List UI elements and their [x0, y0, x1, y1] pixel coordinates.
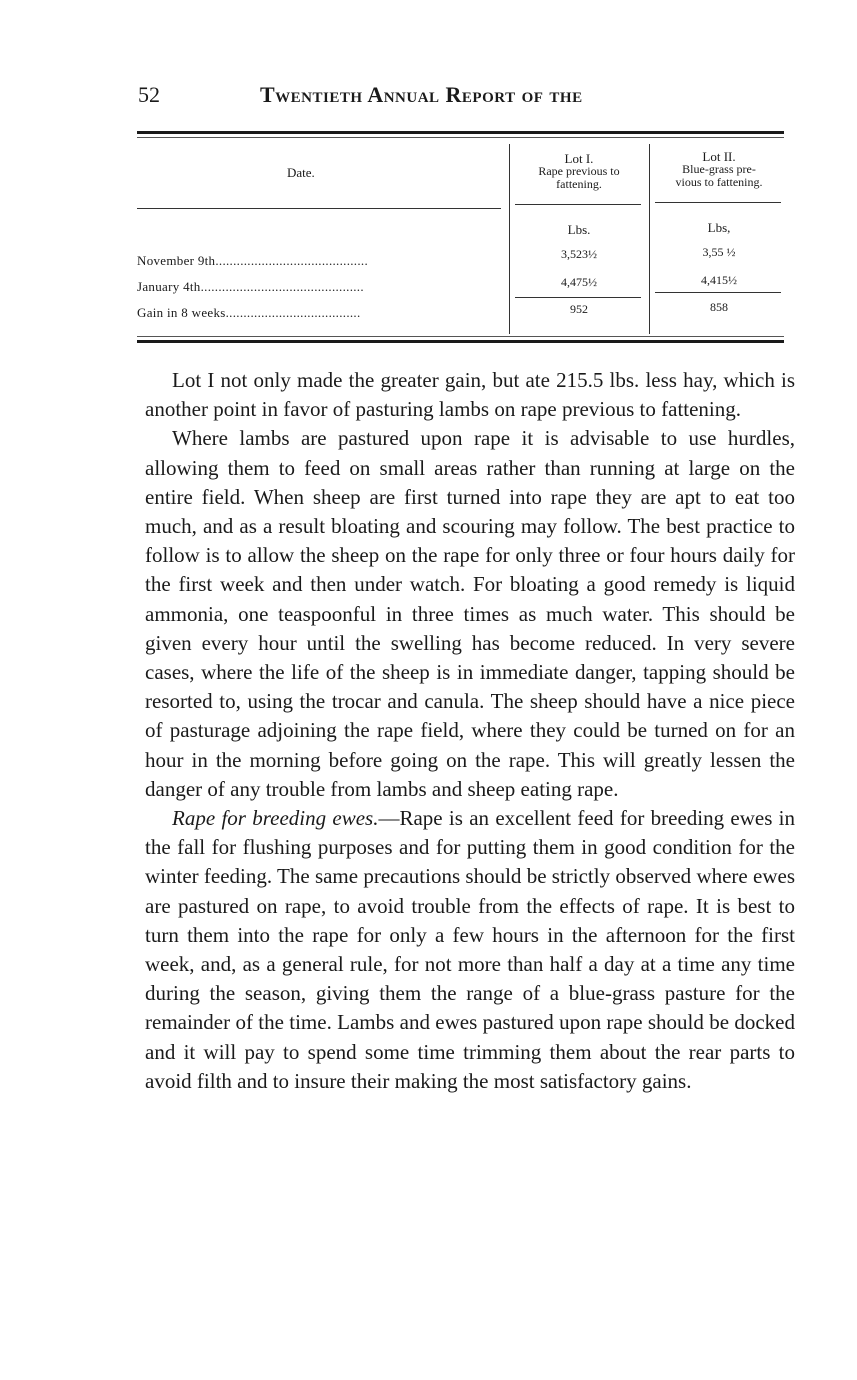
section-heading: Rape for breeding ewes.	[172, 806, 379, 831]
table-row-label: Gain in 8 weeks......................................	[137, 305, 361, 320]
lot1-units: Lbs.	[567, 222, 591, 237]
weight-gain-table	[137, 140, 784, 340]
table-cell: 3,55 ½	[702, 245, 736, 259]
table-cell: 3,523½	[561, 247, 597, 261]
header-rule	[515, 204, 641, 205]
paragraph: Lot I not only made the greater gain, but ate 215.5 lbs. less hay, which is another point in favor of pasturing lambs on rape previous to fattening.	[145, 368, 795, 422]
header-rule	[137, 208, 501, 209]
bottom-rule-thin	[137, 336, 784, 337]
running-head	[138, 82, 788, 116]
table-cell: 4,475½	[561, 275, 597, 289]
bottom-rule	[137, 340, 784, 343]
page-number: 52	[138, 82, 160, 107]
sum-rule	[515, 297, 641, 298]
table-row-label: November 9th...........................................	[137, 253, 368, 268]
lot2-desc-line2: vious to fattening.	[675, 175, 763, 189]
body-text	[145, 366, 795, 1096]
lot2-units: Lbs,	[707, 220, 731, 235]
table-cell: 952	[570, 302, 588, 316]
lot2-desc-line1: Blue-grass pre-	[682, 162, 756, 176]
top-rule	[137, 131, 784, 134]
sum-rule	[655, 292, 781, 293]
header-rule	[655, 202, 781, 203]
date-column-header: Date.	[287, 165, 315, 180]
top-rule-thin	[137, 137, 784, 138]
lot1-desc-line1: Rape previous to	[538, 164, 620, 178]
column-divider	[649, 144, 650, 334]
lot2-column-header	[651, 150, 787, 189]
column-divider	[509, 144, 510, 334]
lot1-name: Lot I.	[564, 151, 594, 166]
table-row-label: January 4th..............................................	[137, 279, 364, 294]
lot1-column-header	[511, 152, 647, 191]
table-cell: 4,415½	[701, 273, 737, 287]
paragraph: Where lambs are pastured upon rape it is advisable to use hurdles, allowing them to feed on small areas rather than running at large on the entire field. When sheep are first turned into rape they are apt to eat too much, and as a result bloating and scouring may follow. The best practice to follow is to allow the sheep on the rape for only three or four hours daily for the first week and then under watch. For bloating a good remedy is liquid ammonia, one teaspoonful in three times as much water. This should be given every hour until the swelling has become reduced. In very severe cases, where the life of the sheep is in immediate danger, tapping should be resorted to, using the trocar and canula. The sheep should have a nice piece of pasturage adjoining the rape field, where they could be turned on for an hour in the morning before going on the rape. This will greatly lessen the danger of any trouble from lambs and sheep eating rape.	[145, 426, 795, 801]
paragraph: Rape for breeding ewes.—Rape is an excellent feed for breeding ewes in the fall for flushing purposes and for putting them in good condition for the winter feeding. The same precautions should be strictly observed where ewes are pastured on rape, to avoid trouble from the effects of rape. It is best to turn them into the rape for only a few hours in the afternoon for the first week, and, as a general rule, for not more than half a day at a time any time during the season, giving them the range of a blue-grass pasture for the remainder of the time. Lambs and ewes pastured upon rape should be docked and it will pay to spend some time trimming them about the rear parts to avoid filth and to insure their making the most satisfactory gains.	[145, 806, 795, 1093]
running-title: Twentieth Annual Report of the	[260, 82, 583, 107]
table-cell: 858	[710, 300, 728, 314]
lot2-name: Lot II.	[702, 149, 736, 164]
lot1-desc-line2: fattening.	[556, 177, 602, 191]
